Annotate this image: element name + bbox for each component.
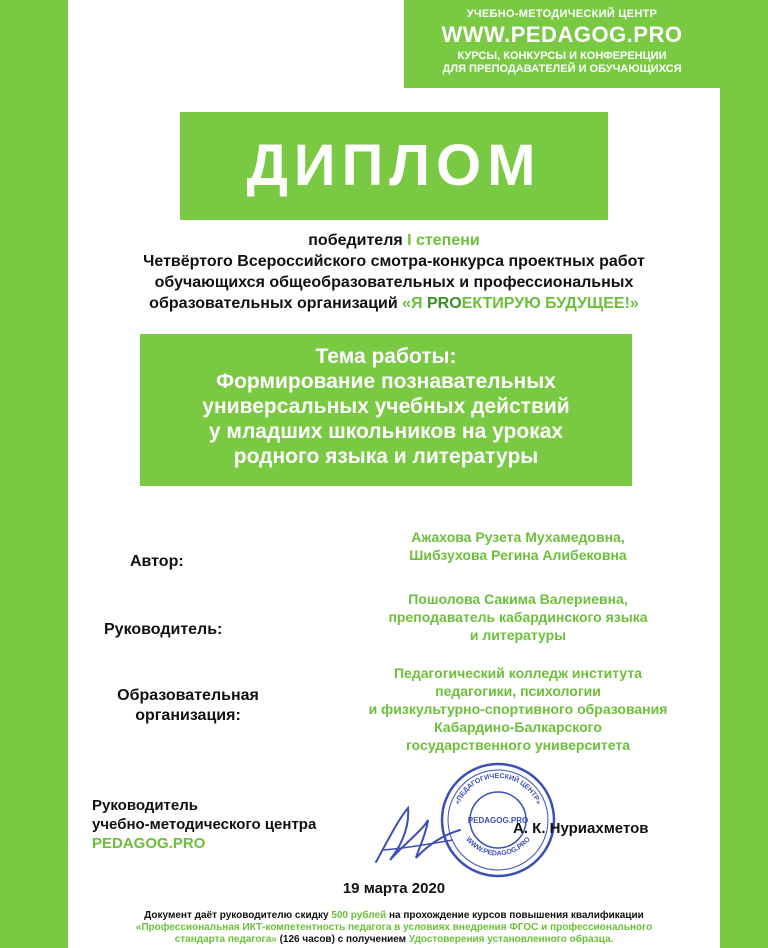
winner-line2: Четвёртого Всероссийского смотра-конкурса проектных работ [143, 253, 645, 270]
organization-line-5: государственного университета [406, 737, 630, 753]
organization-line-4: Кабардино-Балкарского [434, 719, 602, 735]
footer-certificate: Удостоверения установленного образца. [408, 934, 614, 945]
seal-ring-top: «ПЕДАГОГИЧЕСКИЙ ЦЕНТР» [454, 772, 542, 806]
diploma-title: ДИПЛОМ [180, 112, 608, 220]
diploma-sheet [68, 0, 720, 948]
topic-line4: родного языка и литературы [233, 445, 539, 468]
footer-text-2: на прохождение курсов повышения квалификации [386, 910, 644, 921]
center-banner [404, 0, 720, 88]
winner-prefix: победителя [308, 232, 408, 249]
organization-values [318, 664, 718, 754]
footer-hours: (126 часов) с получением [276, 934, 409, 945]
author-label: Автор: [130, 553, 184, 570]
topic-line2: универсальных учебных действий [202, 395, 570, 418]
banner-site: WWW.PEDAGOG.PRO [441, 22, 683, 47]
winner-line3: обучающихся общеобразовательных и профессиональных [154, 274, 634, 291]
organization-label [88, 686, 288, 726]
banner-line-center: УЧЕБНО-МЕТОДИЧЕСКИЙ ЦЕНТР [466, 8, 658, 20]
signature-label-2: учебно-методического центра [92, 816, 317, 833]
footer-text-1: Документ даёт руководителю скидку [144, 910, 332, 921]
discount-note [68, 910, 720, 946]
supervisor-line-3: и литературы [469, 627, 567, 643]
winner-block [68, 230, 720, 314]
supervisor-values [318, 590, 718, 644]
footer-course-name: «Профессиональная ИКТ-компетентность педагога в условиях внедрения ФГОС и профессионального [135, 922, 653, 933]
author-name-1: Ажахова Рузета Мухамедовна, [411, 529, 625, 545]
svg-text:WWW.PEDAGOG.PRO [464, 836, 532, 858]
contest-name-a: «Я [402, 295, 427, 312]
contest-name-c: ЕКТИРУЮ БУДУЩЕЕ!» [461, 295, 639, 312]
topic-line3: у младших школьников на уроках [208, 420, 564, 443]
signature-label-3: PEDAGOG.PRO [92, 835, 206, 852]
topic-line1: Формирование познавательных [216, 370, 556, 393]
signer-name: А. К. Нуриахметов [513, 820, 649, 837]
banner-line-audience: ДЛЯ ПРЕПОДАВАТЕЛЕЙ И ОБУЧАЮЩИХСЯ [442, 63, 682, 75]
supervisor-label: Руководитель: [104, 621, 223, 638]
winner-line4: образовательных организаций [149, 295, 403, 312]
banner-line-courses: КУРСЫ, КОНКУРСЫ И КОНФЕРЕНЦИИ [457, 50, 667, 62]
topic-box [140, 334, 632, 486]
supervisor-line-2: преподаватель кабардинского языка [388, 609, 648, 625]
footer-standard: стандарта педагога» [174, 934, 277, 945]
author-name-2: Шибзухова Регина Алибековна [409, 547, 627, 563]
topic-label: Тема работы: [315, 345, 457, 368]
issue-date: 19 марта 2020 [342, 880, 446, 897]
seal-center-text: PEDAGOG.PRO [467, 816, 529, 825]
organization-line-1: Педагогический колледж института [393, 665, 642, 681]
organization-label-1: Образовательная [117, 687, 259, 704]
organization-line-2: педагогики, психологии [435, 683, 601, 699]
supervisor-line-1: Пошолова Сакима Валериевна, [408, 591, 628, 607]
author-values [318, 528, 718, 564]
svg-text:«ПЕДАГОГИЧЕСКИЙ ЦЕНТР» [454, 773, 542, 806]
contest-name-b: PRO [427, 295, 462, 312]
organization-label-2: организация: [135, 707, 241, 724]
organization-line-3: и физкультурно-спортивного образования [368, 701, 668, 717]
winner-degree: I степени [407, 232, 480, 249]
seal-ring-bottom: WWW.PEDAGOG.PRO [464, 836, 532, 858]
footer-discount: 500 рублей [331, 910, 387, 921]
signature-label-1: Руководитель [92, 797, 198, 814]
signature-label [92, 796, 316, 853]
